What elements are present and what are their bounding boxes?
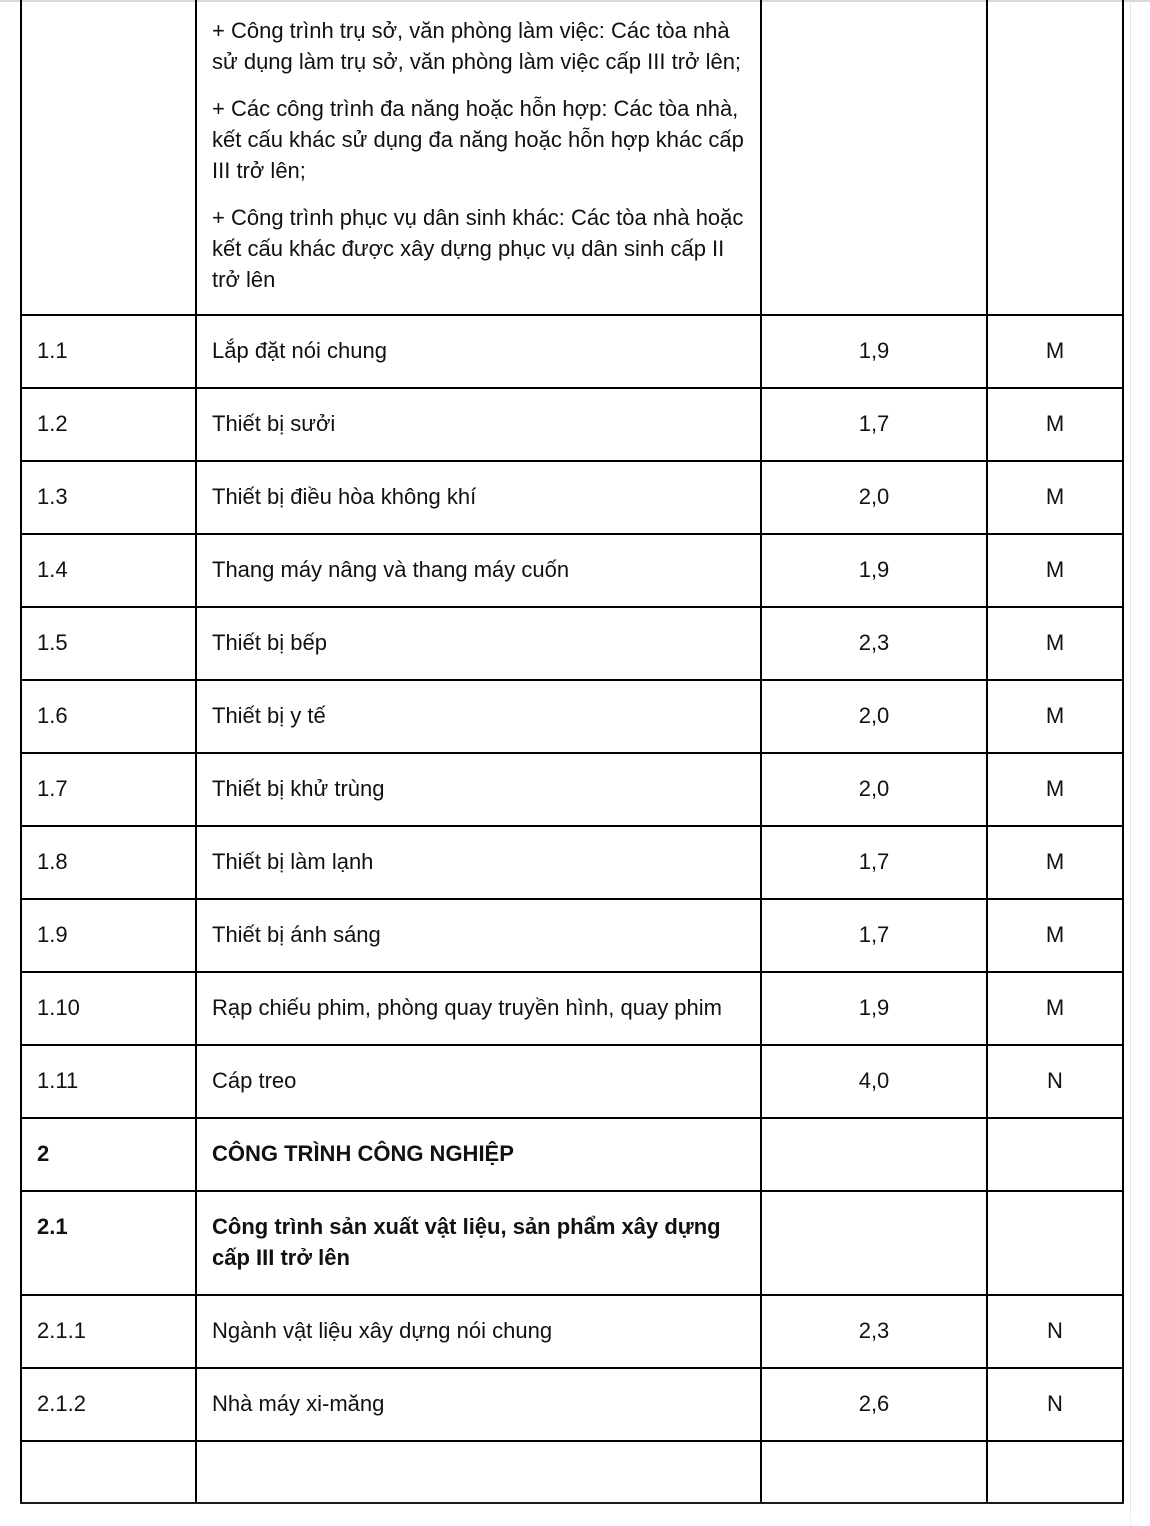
row-name-cell — [196, 680, 761, 753]
table-row — [21, 753, 1123, 826]
row-class-cell — [987, 1045, 1123, 1118]
empty-cell — [761, 1441, 987, 1503]
table-row — [21, 826, 1123, 899]
row-code: 2.1.2 — [37, 1391, 86, 1416]
row-name: Nhà máy xi-măng — [212, 1391, 385, 1416]
row-class: M — [1045, 776, 1065, 801]
row-code: 1.5 — [37, 630, 68, 655]
row-rate-cell — [761, 826, 987, 899]
row-class-cell — [987, 972, 1123, 1045]
table-row — [21, 899, 1123, 972]
row-rate — [762, 1119, 986, 1159]
row-code-cell — [21, 680, 196, 753]
intro-code-cell — [21, 0, 196, 315]
row-rate-cell — [761, 1045, 987, 1118]
row-code-cell — [21, 461, 196, 534]
row-code-cell — [21, 315, 196, 388]
row-name-cell — [196, 1295, 761, 1368]
row-name-cell — [196, 315, 761, 388]
row-name-cell — [196, 388, 761, 461]
row-code-cell — [21, 388, 196, 461]
row-code-cell — [21, 826, 196, 899]
row-class — [988, 1192, 1122, 1232]
row-class-cell — [987, 1191, 1123, 1295]
table-row — [21, 1118, 1123, 1191]
row-class: M — [1045, 411, 1065, 436]
table-row — [21, 534, 1123, 607]
row-rate-cell — [761, 1368, 987, 1441]
row-name: Công trình sản xuất vật liệu, sản phẩm xây dựng cấp III trở lên — [212, 1214, 721, 1270]
row-rate-cell — [761, 680, 987, 753]
row-rate: 1,7 — [858, 922, 890, 947]
row-code: 2 — [37, 1141, 50, 1166]
row-class: M — [1045, 922, 1065, 947]
row-rate: 2,3 — [858, 630, 890, 655]
row-code-cell — [21, 753, 196, 826]
row-rate: 4,0 — [858, 1068, 890, 1093]
row-class-cell — [987, 534, 1123, 607]
row-code-cell — [21, 972, 196, 1045]
row-code: 1.3 — [37, 484, 68, 509]
row-rate: 1,7 — [858, 411, 890, 436]
row-code-cell — [21, 1045, 196, 1118]
row-name-cell — [196, 1191, 761, 1295]
row-class: M — [1045, 557, 1065, 582]
row-code-cell — [21, 607, 196, 680]
table-row — [21, 388, 1123, 461]
row-rate-cell — [761, 1191, 987, 1295]
row-code-cell — [21, 899, 196, 972]
table-row — [21, 461, 1123, 534]
row-code: 1.11 — [37, 1068, 79, 1093]
row-name: Thang máy nâng và thang máy cuốn — [212, 557, 570, 582]
row-rate-cell — [761, 753, 987, 826]
row-class-cell — [987, 1295, 1123, 1368]
row-code: 1.6 — [37, 703, 68, 728]
row-class: M — [1045, 849, 1065, 874]
row-name: Thiết bị sưởi — [212, 411, 336, 436]
row-name: Rạp chiếu phim, phòng quay truyền hình, quay phim — [212, 995, 722, 1020]
row-name: Ngành vật liệu xây dựng nói chung — [212, 1318, 553, 1343]
row-rate-cell — [761, 315, 987, 388]
row-name-cell — [196, 826, 761, 899]
table-row — [21, 1368, 1123, 1441]
table-row — [21, 1045, 1123, 1118]
row-class-cell — [987, 826, 1123, 899]
row-class-cell — [987, 899, 1123, 972]
row-class: M — [1045, 995, 1065, 1020]
rate-table-body — [21, 0, 1123, 1503]
row-name: Thiết bị bếp — [212, 630, 327, 655]
row-code-cell — [21, 1191, 196, 1295]
row-rate — [762, 1192, 986, 1232]
empty-cell — [21, 1441, 196, 1503]
row-code: 2.1.1 — [37, 1318, 86, 1343]
table-row — [21, 680, 1123, 753]
row-name: Cáp treo — [212, 1068, 297, 1093]
row-rate-cell — [761, 388, 987, 461]
row-rate-cell — [761, 972, 987, 1045]
row-rate-cell — [761, 461, 987, 534]
row-name-cell — [196, 607, 761, 680]
table-row — [21, 1295, 1123, 1368]
row-code: 1.10 — [37, 995, 80, 1020]
row-rate-cell — [761, 1118, 987, 1191]
page-right-edge — [1130, 0, 1131, 1526]
intro-class-cell — [987, 0, 1123, 315]
row-name-cell — [196, 899, 761, 972]
row-class — [988, 1119, 1122, 1159]
row-class: M — [1045, 630, 1065, 655]
row-class-cell — [987, 607, 1123, 680]
table-row — [21, 315, 1123, 388]
row-code: 1.2 — [37, 411, 68, 436]
row-class-cell — [987, 753, 1123, 826]
row-rate: 1,9 — [858, 995, 890, 1020]
intro-paragraph: + Công trình phục vụ dân sinh khác: Các tòa nhà hoặc kết cấu khác được xây dựng phục vụ dân sinh cấp II trở lên — [212, 205, 744, 292]
row-rate-cell — [761, 1295, 987, 1368]
row-rate: 2,0 — [858, 776, 890, 801]
row-code: 1.8 — [37, 849, 68, 874]
row-name-cell — [196, 461, 761, 534]
table-row-partial — [21, 1441, 1123, 1503]
row-name: Lắp đặt nói chung — [212, 338, 387, 363]
row-name: CÔNG TRÌNH CÔNG NGHIỆP — [212, 1141, 514, 1166]
intro-paragraph: + Các công trình đa năng hoặc hỗn hợp: Các tòa nhà, kết cấu khác sử dụng đa năng hoặc hỗn hợp khác cấp III trở lên; — [212, 96, 744, 183]
row-class: M — [1045, 338, 1065, 363]
row-name-cell — [196, 1368, 761, 1441]
table-row — [21, 1191, 1123, 1295]
row-name-cell — [196, 753, 761, 826]
row-code: 1.7 — [37, 776, 68, 801]
row-rate: 1,7 — [858, 849, 890, 874]
row-name-cell — [196, 972, 761, 1045]
row-rate: 1,9 — [858, 557, 890, 582]
row-rate: 1,9 — [858, 338, 890, 363]
row-name: Thiết bị y tế — [212, 703, 326, 728]
row-class: M — [1045, 484, 1065, 509]
row-name: Thiết bị khử trùng — [212, 776, 385, 801]
table-row — [21, 607, 1123, 680]
table-row — [21, 972, 1123, 1045]
rate-table — [20, 0, 1124, 1504]
row-class-cell — [987, 1368, 1123, 1441]
row-name-cell — [196, 1045, 761, 1118]
row-class: N — [1047, 1318, 1063, 1343]
row-code-cell — [21, 1118, 196, 1191]
row-class: M — [1045, 703, 1065, 728]
row-code-cell — [21, 1368, 196, 1441]
row-class: N — [1047, 1391, 1063, 1416]
intro-rate-cell — [761, 0, 987, 315]
row-rate: 2,0 — [858, 484, 890, 509]
row-code: 1.9 — [37, 922, 68, 947]
row-name: Thiết bị làm lạnh — [212, 849, 374, 874]
row-class-cell — [987, 680, 1123, 753]
empty-cell — [987, 1441, 1123, 1503]
row-code: 1.4 — [37, 557, 68, 582]
row-rate: 2,6 — [858, 1391, 890, 1416]
row-class: N — [1047, 1068, 1063, 1093]
row-rate-cell — [761, 534, 987, 607]
row-class-cell — [987, 388, 1123, 461]
row-code-cell — [21, 534, 196, 607]
row-name: Thiết bị ánh sáng — [212, 922, 381, 947]
row-rate-cell — [761, 607, 987, 680]
row-rate: 2,3 — [858, 1318, 890, 1343]
row-rate-cell — [761, 899, 987, 972]
empty-cell — [196, 1441, 761, 1503]
row-class-cell — [987, 461, 1123, 534]
intro-text-cell — [196, 0, 761, 315]
row-class-cell — [987, 1118, 1123, 1191]
row-name-cell — [196, 1118, 761, 1191]
row-rate: 2,0 — [858, 703, 890, 728]
intro-paragraph: + Công trình trụ sở, văn phòng làm việc: Các tòa nhà sử dụng làm trụ sở, văn phòng làm việc cấp III trở lên; — [212, 18, 742, 74]
row-class-cell — [987, 315, 1123, 388]
row-code: 1.1 — [37, 338, 68, 363]
row-name-cell — [196, 534, 761, 607]
row-code-cell — [21, 1295, 196, 1368]
intro-row — [21, 0, 1123, 315]
row-name: Thiết bị điều hòa không khí — [212, 484, 477, 509]
row-code: 2.1 — [37, 1214, 68, 1239]
